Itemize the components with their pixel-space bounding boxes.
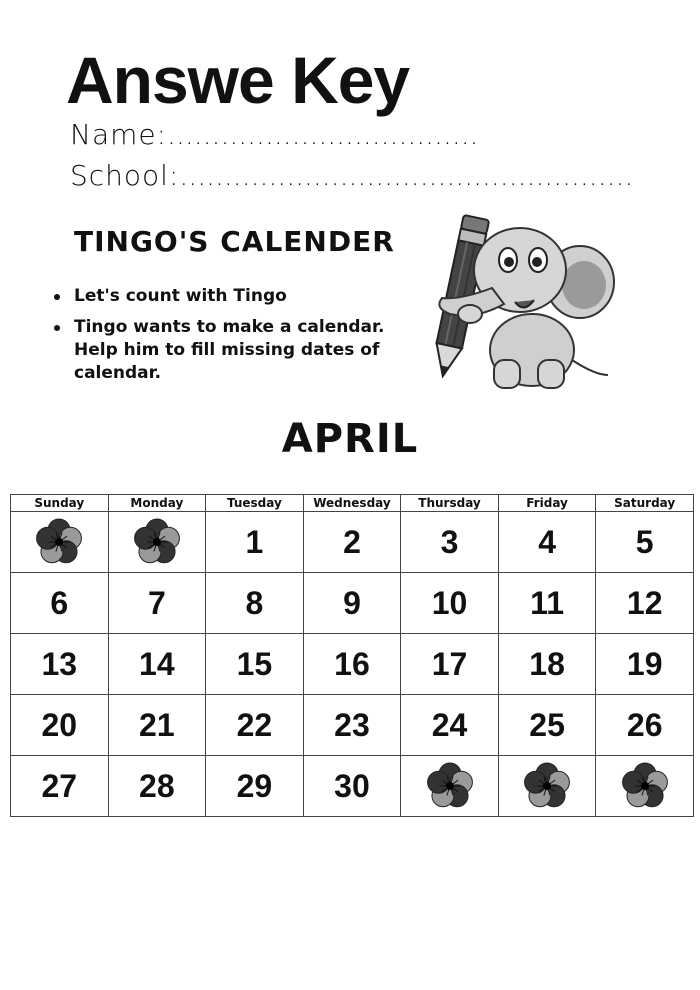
calendar-day-cell: 16 — [303, 634, 401, 695]
calendar-week-row — [11, 634, 694, 695]
school-dotted-line: ................................................... — [179, 159, 634, 192]
calendar-day-cell: 13 — [11, 634, 109, 695]
instruction-item: Tingo wants to make a calendar. Help him to fill missing dates of calendar. — [52, 316, 402, 385]
name-field — [70, 115, 479, 155]
name-dotted-line: ................................... — [167, 118, 479, 151]
weekday-tuesday: Tuesday — [206, 495, 304, 512]
calendar-day-cell: 1 — [206, 512, 304, 573]
calendar-day-cell: 7 — [108, 573, 206, 634]
weekday-sunday: Sunday — [11, 495, 109, 512]
calendar-day-cell: 25 — [498, 695, 596, 756]
flower-icon — [520, 759, 574, 813]
calendar-empty-cell — [11, 512, 109, 573]
instruction-item: Let's count with Tingo — [52, 285, 402, 308]
calendar-day-cell: 6 — [11, 573, 109, 634]
calendar-empty-cell — [108, 512, 206, 573]
name-label: Name: — [70, 118, 168, 151]
calendar-day-cell: 18 — [498, 634, 596, 695]
calendar-day-cell: 24 — [401, 695, 499, 756]
calendar-day-cell: 30 — [303, 756, 401, 817]
calendar-day-cell: 28 — [108, 756, 206, 817]
elephant-with-pencil-icon — [420, 210, 620, 395]
calendar-week-row — [11, 573, 694, 634]
flower-icon — [618, 759, 672, 813]
calendar-empty-cell — [401, 756, 499, 817]
flower-icon — [130, 515, 184, 569]
weekday-header-row — [11, 495, 694, 512]
weekday-friday: Friday — [498, 495, 596, 512]
calendar-empty-cell — [498, 756, 596, 817]
weekday-monday: Monday — [108, 495, 206, 512]
calendar-week-row — [11, 695, 694, 756]
calendar-day-cell: 9 — [303, 573, 401, 634]
calendar-day-cell: 10 — [401, 573, 499, 634]
weekday-wednesday: Wednesday — [303, 495, 401, 512]
instruction-list — [52, 285, 402, 393]
calendar-day-cell: 17 — [401, 634, 499, 695]
flower-icon — [32, 515, 86, 569]
calendar-day-cell: 29 — [206, 756, 304, 817]
bullet-icon — [54, 294, 60, 300]
calendar-day-cell: 11 — [498, 573, 596, 634]
calendar-day-cell: 26 — [596, 695, 694, 756]
calendar-week-row — [11, 512, 694, 573]
calendar-day-cell: 2 — [303, 512, 401, 573]
calendar-day-cell: 21 — [108, 695, 206, 756]
calendar-day-cell: 27 — [11, 756, 109, 817]
calendar-day-cell: 5 — [596, 512, 694, 573]
calendar-week-row — [11, 756, 694, 817]
weekday-thursday: Thursday — [401, 495, 499, 512]
calendar-body — [11, 512, 694, 817]
bullet-icon — [54, 325, 60, 331]
calendar-day-cell: 14 — [108, 634, 206, 695]
worksheet-title: Answe Key — [66, 43, 410, 117]
calendar-day-cell: 20 — [11, 695, 109, 756]
calendar-day-cell: 19 — [596, 634, 694, 695]
weekday-saturday: Saturday — [596, 495, 694, 512]
school-label: School: — [70, 159, 180, 192]
calendar-day-cell: 22 — [206, 695, 304, 756]
month-title: APRIL — [281, 416, 419, 462]
calendar-day-cell: 4 — [498, 512, 596, 573]
calendar-day-cell: 3 — [401, 512, 499, 573]
calendar-day-cell: 23 — [303, 695, 401, 756]
flower-icon — [423, 759, 477, 813]
calendar-day-cell: 12 — [596, 573, 694, 634]
calendar-day-cell: 8 — [206, 573, 304, 634]
section-heading: TINGO'S CALENDER — [74, 225, 395, 258]
calendar-day-cell: 15 — [206, 634, 304, 695]
calendar-empty-cell — [596, 756, 694, 817]
school-field — [70, 156, 633, 196]
calendar-grid — [10, 494, 694, 817]
